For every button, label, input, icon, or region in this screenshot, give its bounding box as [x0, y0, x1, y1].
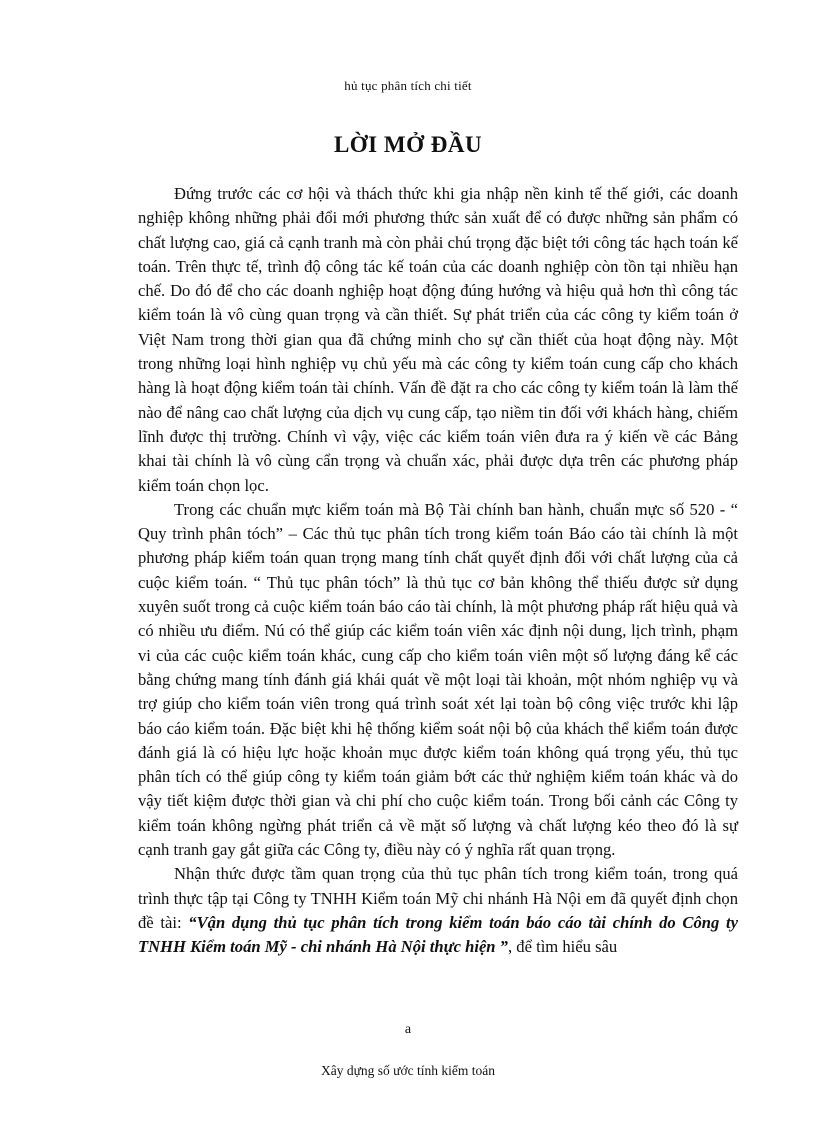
page-mark: a — [404, 1022, 412, 1037]
paragraph-1: Đứng trước các cơ hội và thách thức khi gia nhập nền kinh tế thế giới, các doanh nghiệp không những phải đổi mới phương thức sản xuất để có được những sản phẩm có chất lượng cao, giá cả cạnh tranh mà còn phải chú trọng đặc biệt tới công tác hạch toán kế toán. Trên thực tế, trình độ công tác kế toán của các doanh nghiệp còn tồn tại nhiều hạn chế. Do đó để cho các doanh nghiệp hoạt động đúng hướng và hiệu quả hơn thì công tác kiểm toán là vô cùng quan trọng và cần thiết. Sự phát triển của các công ty kiểm toán ở Việt Nam trong thời gian qua đã chứng minh cho sự cần thiết của hoạt động này. Một trong những loại hình nghiệp vụ chủ yếu mà các công ty kiểm toán cung cấp cho khách hàng là hoạt động kiểm toán tài chính. Vấn đề đặt ra cho các công ty kiểm toán là làm thế nào để nâng cao chất lượng của dịch vụ cung cấp, tạo niềm tin đối với khách hàng, chiếm lĩnh được thị trường. Chính vì vậy, việc các kiểm toán viên đưa ra ý kiến về các Bảng khai tài chính là vô cùng cẩn trọng và chuẩn xác, phải được dựa trên các phương pháp kiểm toán chọn lọc. — [138, 184, 738, 495]
running-header: hủ tục phân tích chi tiết — [344, 78, 472, 93]
running-footer: Xây dựng số ước tính kiểm toán — [321, 1063, 495, 1078]
paragraph-3-intro: Nhận thức được tầm quan trọng của thủ tục phân tích trong kiểm toán, trong quá trình thực tập tại Công ty TNHH Kiểm toán Mỹ chi nhánh Hà Nội em đã quyết định chọn đề tài: — [138, 864, 738, 932]
paragraph-2: Trong các chuẩn mực kiểm toán mà Bộ Tài chính ban hành, chuẩn mực số 520 - “ Quy trình phân tóch” – Các thủ tục phân tích trong kiểm toán Báo cáo tài chính là một phương pháp kiểm toán quan trọng mang tính chất quyết định đối với chất lượng của cả cuộc kiểm toán. “ Thủ tục phân tóch” là thủ tục cơ bản không thể thiếu được sử dụng xuyên suốt trong cả cuộc kiểm toán báo cáo tài chính, là một phương pháp rất hiệu quả và có nhiều ưu điểm. Nú có thể giúp các kiểm toán viên xác định nội dung, lịch trình, phạm vi của các cuộc kiểm toán khác, cung cấp cho kiểm toán viên một số lượng đáng kể các bằng chứng mang tính đánh giá khái quát về một loại tài khoản, một nhóm nghiệp vụ và trợ giúp cho kiểm toán viên trong quá trình soát xét lại toàn bộ công việc trước khi lập báo cáo kiểm toán. Đặc biệt khi hệ thống kiểm soát nội bộ của khách thể kiểm toán được đánh giá là có hiệu lực hoặc khoản mục được kiểm toán không quá trọng yếu, thủ tục phân tích có thể giúp công ty kiểm toán giảm bớt các thử nghiệm kiểm toán khác và do vậy tiết kiệm được thời gian và chi phí cho cuộc kiểm toán. Trong bối cảnh các Công ty kiểm toán không ngừng phát triển cả về mặt số lượng và chất lượng kéo theo đó là sự cạnh tranh gay gắt giữa các Công ty, điều này có ý nghĩa rất quan trọng. — [138, 499, 738, 860]
body-text — [138, 182, 738, 960]
page-title: LỜI MỞ ĐẦU — [333, 132, 483, 157]
thesis-topic: “Vận dụng thủ tục phân tích trong kiểm toán báo cáo tài chính do Công ty TNHH Kiểm toán Mỹ - chi nhánh Hà Nội thực hiện ” — [138, 912, 738, 957]
paragraph-3 — [138, 862, 738, 959]
paragraph-3-end: , để tìm hiểu sâu — [507, 937, 618, 957]
